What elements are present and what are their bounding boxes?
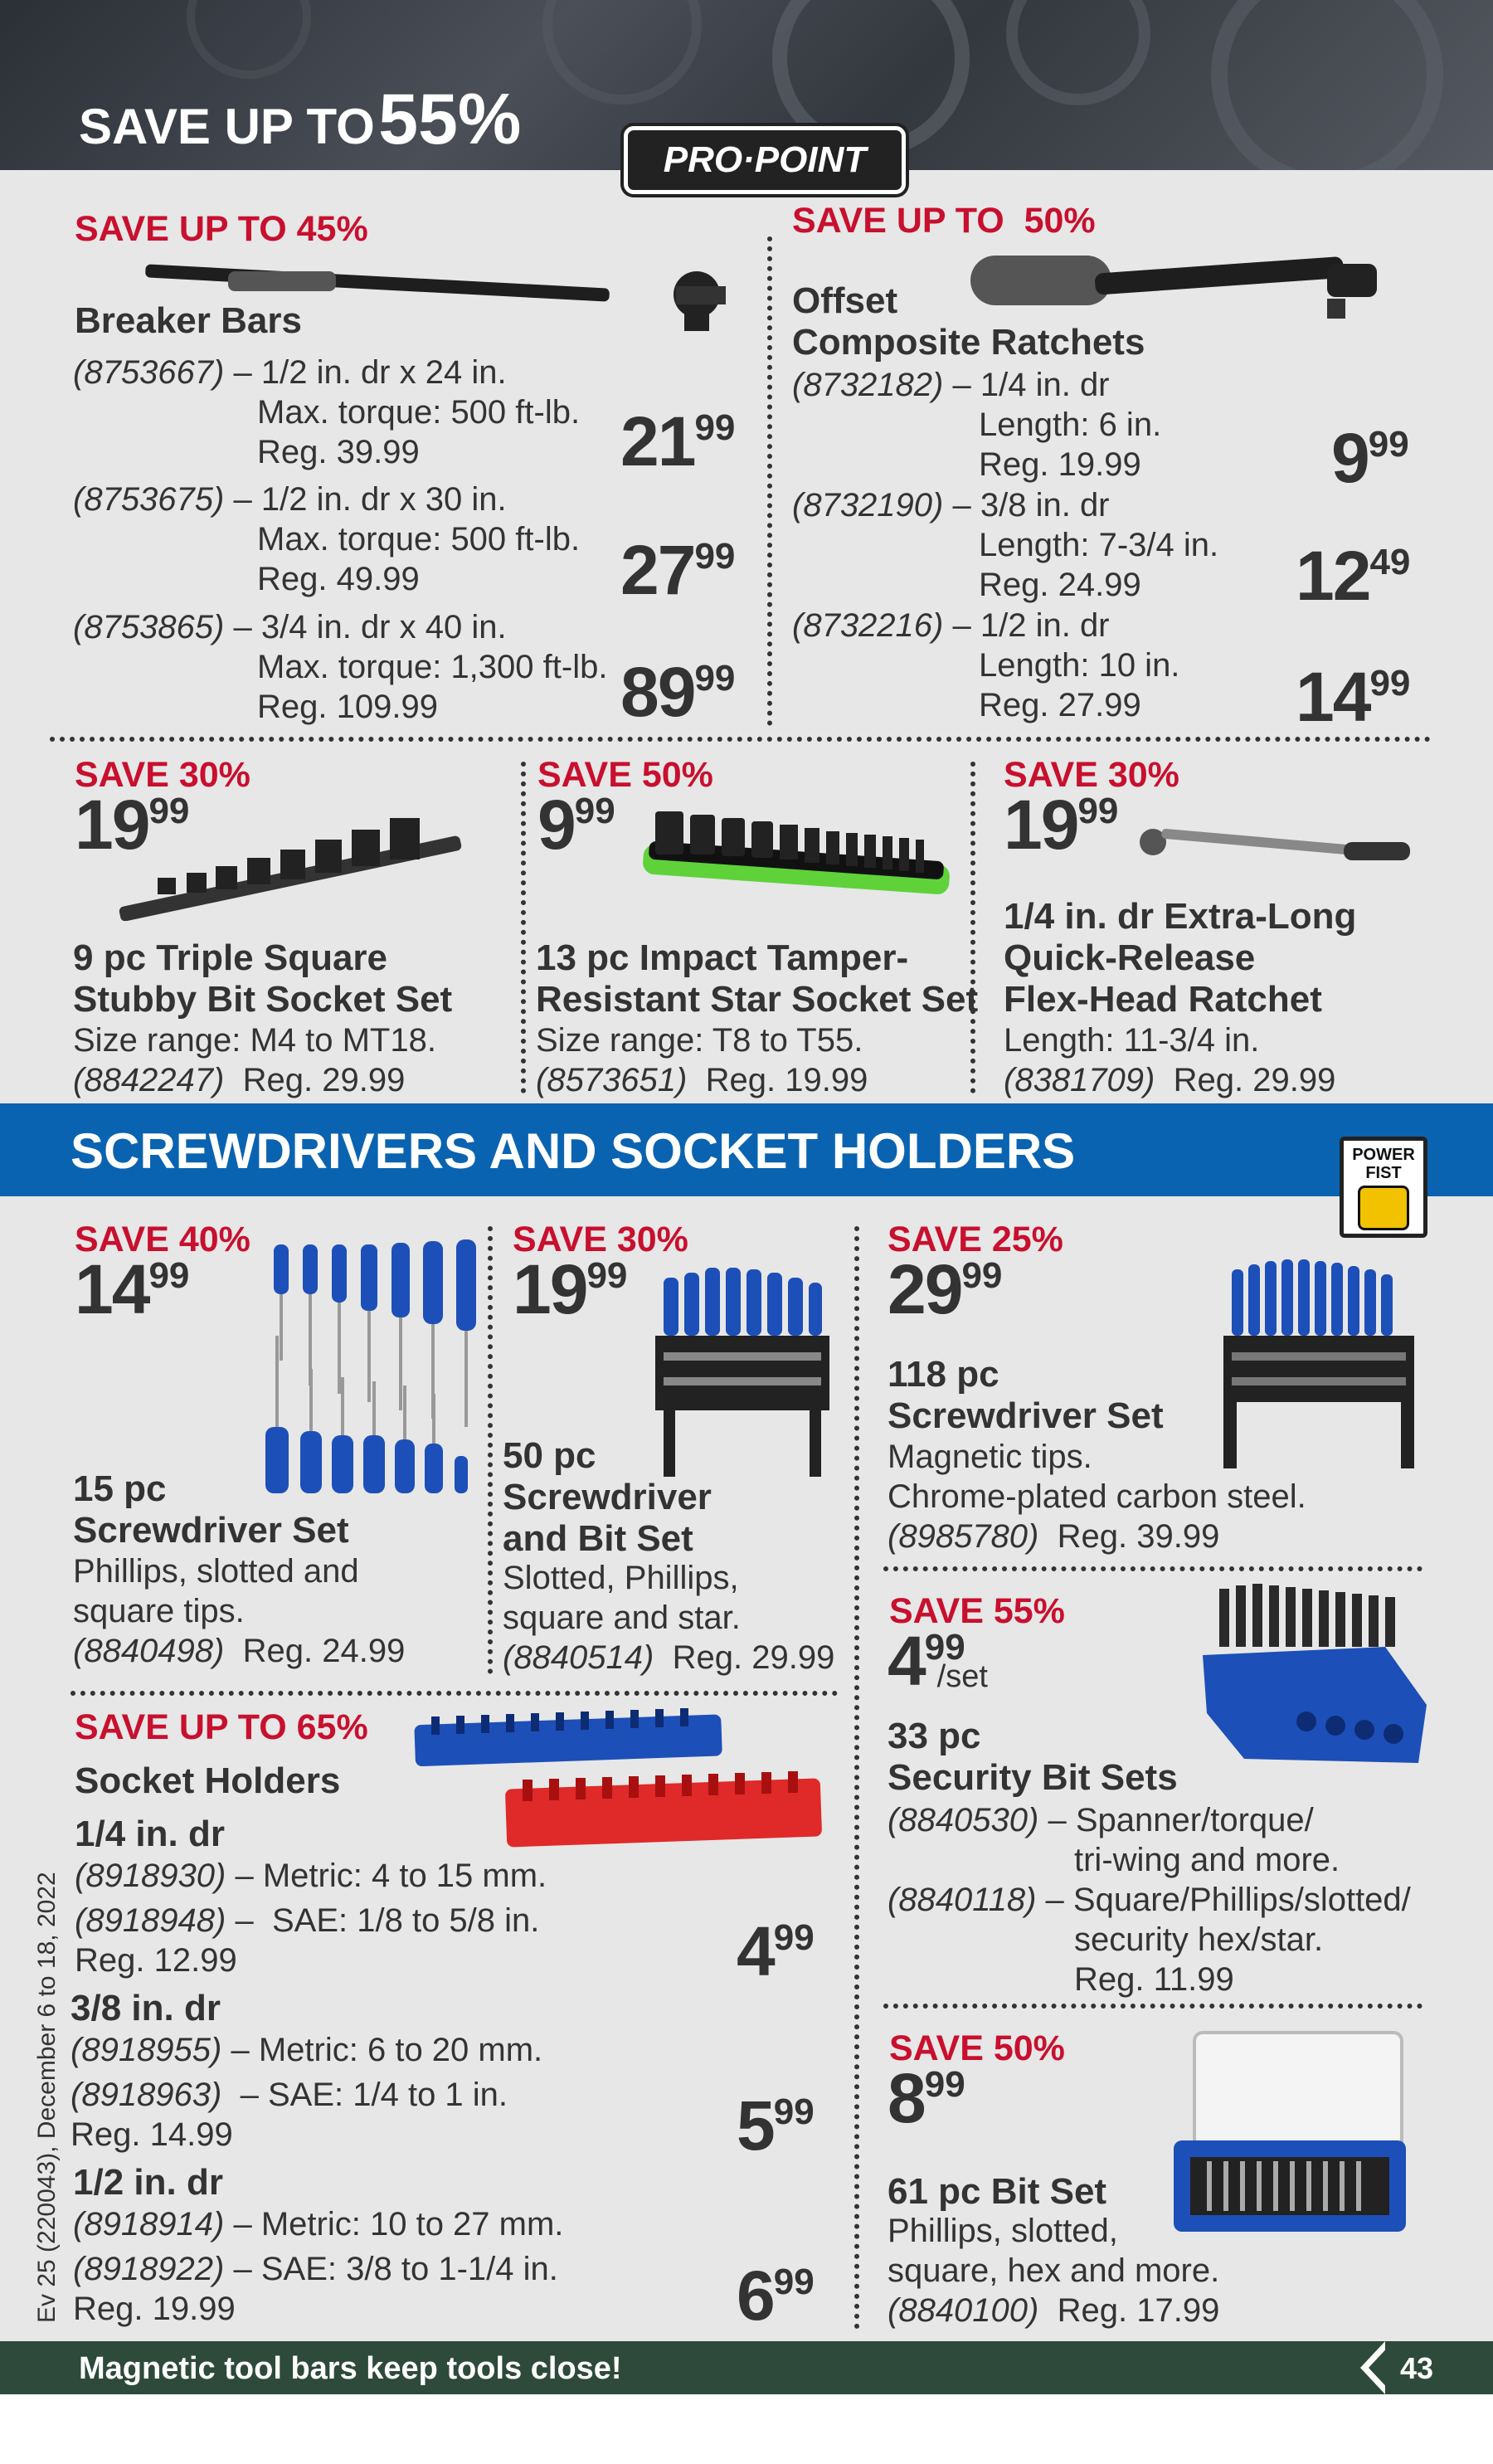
header-save-line bbox=[79, 79, 521, 161]
holders-group-3: 1/2 in. dr (8918914) – Metric: 10 to 27 mm. (8918922) – SAE: 3/8 to 1-1/4 in. Reg. 19.99 bbox=[73, 2162, 564, 2327]
star-socket-price: $9^{99}$ bbox=[537, 786, 615, 864]
breaker-item-3 bbox=[73, 607, 670, 727]
sd50-price: $19^{99}$ bbox=[513, 1250, 628, 1328]
sd15-desc: Phillips, slotted and square tips. (8840498) Reg. 24.99 bbox=[73, 1553, 406, 1669]
triple-square-desc: Size range: M4 to MT18. (8842247) Reg. 29.99 bbox=[73, 1022, 436, 1098]
breaker-item-2 bbox=[73, 480, 670, 599]
spec: Max. torque: 1,300 ft-lb. bbox=[257, 649, 608, 685]
spec: – 1/2 in. dr x 30 in. bbox=[233, 481, 507, 518]
logo-line: POWER bbox=[1352, 1146, 1415, 1164]
bit61-desc: Phillips, slotted, square, hex and more. (8840100) Reg. 17.99 bbox=[888, 2213, 1220, 2329]
sku: (8732216) bbox=[792, 607, 944, 644]
divider bbox=[71, 1691, 838, 1696]
footer-bar bbox=[0, 2341, 1493, 2394]
propoint-logo bbox=[624, 126, 906, 194]
holders-price-1: $4^{99}$ bbox=[737, 1912, 815, 1990]
ratchets-title-2: Composite Ratchets bbox=[792, 322, 1145, 363]
sku: (8753865) bbox=[73, 609, 225, 645]
divider bbox=[488, 1226, 493, 1674]
holders-save: SAVE UP TO 65% bbox=[75, 1707, 368, 1747]
divider bbox=[521, 762, 526, 1093]
sku: (8732182) bbox=[792, 367, 944, 403]
divider bbox=[767, 236, 772, 726]
divider bbox=[883, 2004, 1422, 2009]
triple-square-price: $19^{99}$ bbox=[75, 786, 190, 864]
regular-price: Reg. 27.99 bbox=[979, 687, 1141, 723]
sd50-desc: Slotted, Phillips, square and star. (8840514) Reg. 29.99 bbox=[503, 1560, 835, 1676]
sku: (8732190) bbox=[792, 487, 944, 523]
holders-group-2: 3/8 in. dr (8918955) – Metric: 6 to 20 mm. (8918963) – SAE: 1/4 to 1 in. Reg. 14.99 bbox=[71, 1988, 543, 2153]
bit61-title: 61 pc Bit Set bbox=[888, 2171, 1107, 2212]
star-socket-save: SAVE 50% bbox=[537, 755, 713, 795]
breaker-title: Breaker Bars bbox=[75, 300, 302, 341]
ratchets-title-1: Offset bbox=[792, 280, 898, 321]
divider bbox=[883, 1566, 1422, 1571]
divider bbox=[50, 737, 1431, 742]
ratchets-save: SAVE UP TO 50% bbox=[792, 201, 1096, 241]
holders-price-2: $5^{99}$ bbox=[737, 2087, 815, 2165]
security-save: SAVE 55% bbox=[889, 1591, 1065, 1631]
sd118-title: 118 pc Screwdriver Set bbox=[888, 1354, 1164, 1436]
triple-square-save: SAVE 30% bbox=[75, 755, 250, 795]
regular-price: Reg. 39.99 bbox=[257, 434, 420, 470]
spec: Length: 7-3/4 in. bbox=[979, 527, 1219, 563]
section-banner bbox=[0, 1103, 1493, 1196]
ratchet-price-2: $12^{49}$ bbox=[1296, 537, 1411, 615]
holders-group-1: 1/4 in. dr (8918930) – Metric: 4 to 15 mm. (8918948) – SAE: 1/8 to 5/8 in. Reg. 12.99 bbox=[75, 1814, 547, 1979]
security-title: 33 pc Security Bit Sets bbox=[888, 1716, 1178, 1798]
spec: – 3/4 in. dr x 40 in. bbox=[233, 609, 507, 645]
triple-square-title: 9 pc Triple Square Stubby Bit Socket Set bbox=[73, 937, 453, 1020]
sd118-price: $29^{99}$ bbox=[888, 1250, 1003, 1328]
star-socket-desc: Size range: T8 to T55. (8573651) Reg. 19.99 bbox=[536, 1022, 868, 1098]
spec: – 3/8 in. dr bbox=[952, 487, 1110, 523]
security-price: $4^{99}$/set bbox=[888, 1622, 988, 1700]
holders-title: Socket Holders bbox=[75, 1760, 341, 1801]
triple-square-socket-image bbox=[108, 796, 473, 921]
sd50-title: 50 pc Screwdriver and Bit Set bbox=[503, 1435, 712, 1559]
sd15-title: 15 pc Screwdriver Set bbox=[73, 1468, 349, 1551]
regular-price: Reg. 19.99 bbox=[979, 446, 1141, 483]
spec: Length: 10 in. bbox=[979, 647, 1180, 684]
page-number-tab bbox=[1352, 2341, 1493, 2394]
ratchet-item-1 bbox=[792, 365, 1389, 485]
sku: (8753675) bbox=[73, 481, 225, 518]
sd15-save: SAVE 40% bbox=[75, 1220, 250, 1259]
flex-ratchet-price: $19^{99}$ bbox=[1004, 786, 1119, 864]
flex-ratchet-save: SAVE 30% bbox=[1004, 755, 1179, 795]
spec: Max. torque: 500 ft-lb. bbox=[257, 394, 581, 431]
breaker-item-1 bbox=[73, 353, 670, 472]
sd15-price: $14^{99}$ bbox=[75, 1250, 190, 1328]
spec: – 1/2 in. dr x 24 in. bbox=[233, 354, 507, 391]
breaker-save: SAVE UP TO 45% bbox=[75, 209, 368, 249]
security-bit-set-image bbox=[1194, 1580, 1435, 1771]
sd118-desc: Magnetic tips. Chrome-plated carbon steel. (8985780) Reg. 39.99 bbox=[888, 1439, 1306, 1555]
ratchet-price-3: $14^{99}$ bbox=[1296, 658, 1411, 736]
section-title: SCREWDRIVERS AND SOCKET HOLDERS bbox=[71, 1123, 1076, 1179]
security-desc: (8840530) – Spanner/torque/ tri-wing and more. (8840118) – Square/Phillips/slotted/ security hex/star. Reg. 11.99 bbox=[888, 1802, 1411, 1998]
divider bbox=[854, 1226, 859, 2330]
regular-price: Reg. 109.99 bbox=[257, 689, 438, 725]
header-band bbox=[0, 0, 1493, 180]
regular-price: Reg. 49.99 bbox=[257, 561, 420, 597]
spec: Length: 6 in. bbox=[979, 407, 1162, 443]
fist-icon bbox=[1358, 1186, 1409, 1230]
sku: (8753667) bbox=[73, 354, 225, 391]
spec: – 1/4 in. dr bbox=[952, 367, 1110, 403]
footer-text: Magnetic tool bars keep tools close! bbox=[79, 2351, 622, 2386]
holders-price-3: $6^{99}$ bbox=[737, 2257, 815, 2335]
star-socket-set-image bbox=[639, 796, 954, 913]
regular-price: Reg. 24.99 bbox=[979, 567, 1141, 603]
sd50-save: SAVE 30% bbox=[513, 1220, 688, 1259]
propoint-logo-text: PRO·POINT bbox=[663, 139, 867, 180]
header-save-text: SAVE UP TO bbox=[79, 99, 375, 154]
flex-ratchet-title: 1/4 in. dr Extra-Long Quick-Release Flex-Head Ratchet bbox=[1004, 896, 1357, 1020]
spec: Max. torque: 500 ft-lb. bbox=[257, 521, 581, 558]
bit61-price: $8^{99}$ bbox=[888, 2059, 965, 2137]
flex-ratchet-desc: Length: 11-3/4 in. (8381709) Reg. 29.99 bbox=[1004, 1022, 1336, 1098]
powerfist-logo bbox=[1340, 1137, 1427, 1238]
logo-line: FIST bbox=[1365, 1164, 1402, 1182]
page-number: 43 bbox=[1400, 2351, 1434, 2385]
breaker-price-2: $27^{99}$ bbox=[620, 531, 736, 609]
page-tab-chevron-icon bbox=[1352, 2341, 1402, 2394]
bottom-margin bbox=[0, 2394, 1493, 2464]
flex-head-ratchet-image bbox=[1136, 825, 1418, 875]
header-save-percent: 55% bbox=[378, 80, 522, 159]
bit61-save: SAVE 50% bbox=[889, 2028, 1065, 2068]
spec: – 1/2 in. dr bbox=[952, 607, 1110, 644]
edition-side-text: Ev 25 (220043), December 6 to 18, 2022 bbox=[33, 1872, 61, 2323]
star-socket-title: 13 pc Impact Tamper- Resistant Star Socket Set bbox=[536, 937, 979, 1020]
ratchet-price-1: $9^{99}$ bbox=[1331, 419, 1409, 497]
sd118-save: SAVE 25% bbox=[888, 1220, 1063, 1259]
breaker-price-1: $21^{99}$ bbox=[620, 402, 736, 480]
breaker-price-3: $89^{99}$ bbox=[620, 653, 736, 731]
divider bbox=[970, 762, 975, 1093]
